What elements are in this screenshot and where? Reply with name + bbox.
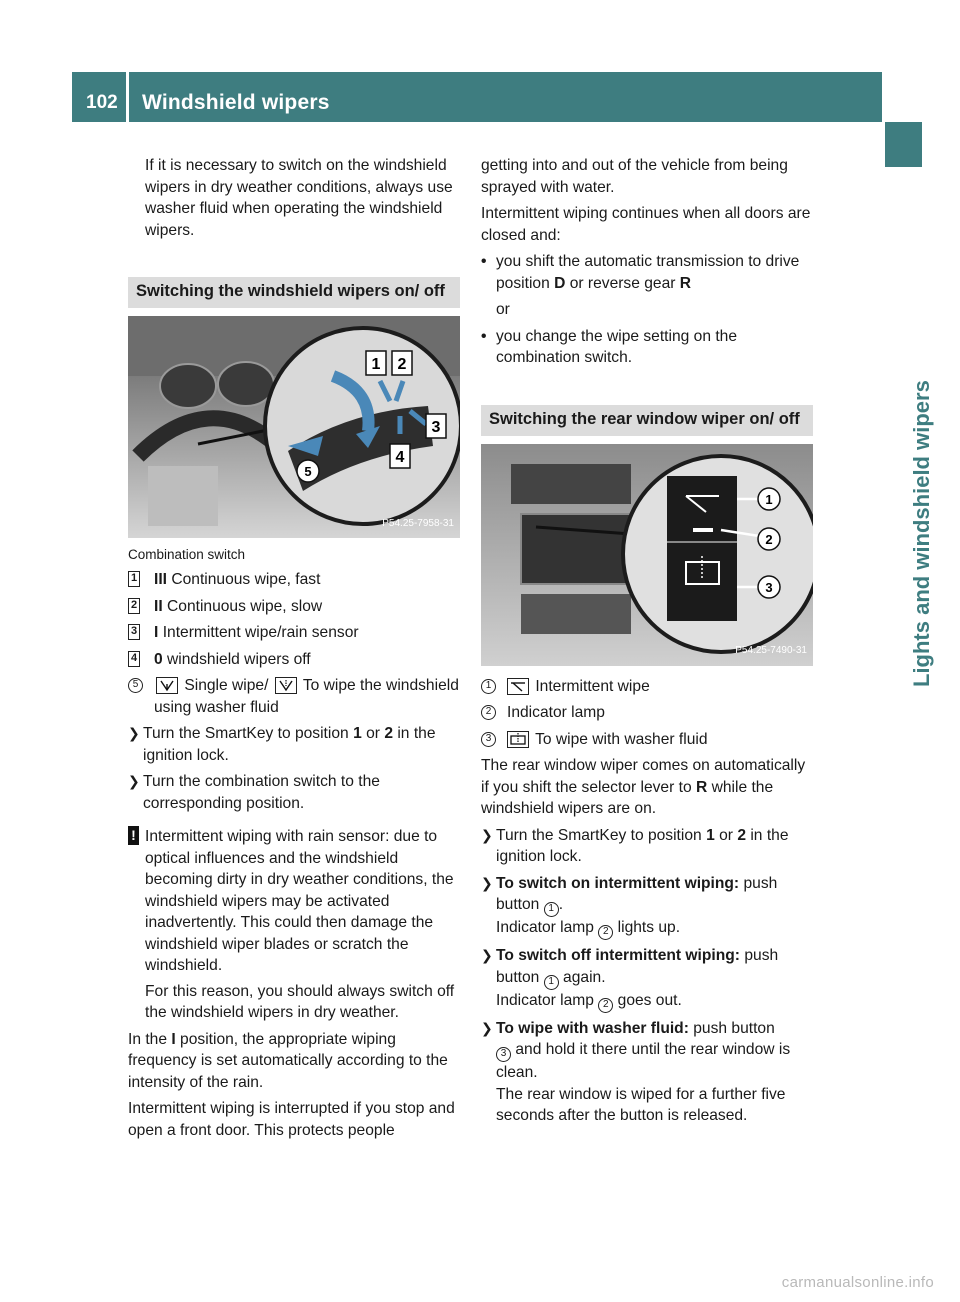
warning-note	[128, 826, 460, 1024]
instruction-step: ❯ Turn the SmartKey to position 1 or 2 in the ignition lock.	[128, 725, 436, 764]
legend-item: 4 0 windshield wipers off	[128, 649, 460, 671]
warning-text-2: For this reason, you should always switch off the windshield wipers in dry weather.	[145, 982, 455, 1021]
page-title: Windshield wipers	[142, 91, 330, 114]
doors-paragraph: Intermittent wiping continues when all doors are closed and:	[481, 205, 811, 244]
combination-switch-figure	[128, 316, 460, 538]
left-column	[128, 155, 460, 1146]
page-header	[72, 72, 882, 122]
svg-text:1: 1	[765, 491, 773, 507]
figure-code: P54.25-7490-31	[735, 645, 807, 656]
step-arrow-icon: ❯	[128, 725, 140, 741]
reverse-paragraph: The rear window wiper comes on automatically if you shift the selector lever to R while the windshield wipers are on.	[481, 757, 806, 817]
svg-text:4: 4	[395, 449, 405, 466]
washer-fluid-icon	[275, 677, 297, 694]
right-column	[481, 155, 813, 1132]
single-wipe-icon	[156, 677, 178, 694]
svg-text:2: 2	[397, 356, 407, 373]
instruction-step: ❯ Turn the SmartKey to position 1 or 2 in the ignition lock.	[481, 826, 789, 865]
interrupt-paragraph: Intermittent wiping is interrupted if you stop and open a front door. This protects people	[128, 1100, 455, 1139]
rear-wiper-illustration	[481, 444, 813, 666]
section-heading-rear-wiper: Switching the rear window wiper on/ off	[481, 405, 813, 436]
or-text: or	[496, 301, 510, 318]
legend-item: 3 I Intermittent wipe/rain sensor	[128, 622, 460, 644]
step-arrow-icon: ❯	[128, 773, 140, 789]
svg-text:1: 1	[371, 356, 381, 373]
legend-item: 2 II Continuous wipe, slow	[128, 596, 460, 618]
legend-item: 1 III Continuous wipe, fast	[128, 569, 460, 591]
instruction-step: ❯ Turn the combination switch to the corresponding position.	[128, 773, 380, 812]
legend-item: 2 Indicator lamp	[481, 702, 813, 724]
step-arrow-icon: ❯	[481, 1019, 493, 1036]
bullet-item: • you shift the automatic transmission to drive position D or reverse gear R	[481, 253, 800, 292]
header-separator	[126, 72, 129, 122]
svg-text:2: 2	[765, 531, 773, 547]
combination-switch-illustration	[128, 316, 460, 538]
intermittent-wipe-icon	[507, 678, 529, 695]
svg-text:5: 5	[304, 464, 312, 479]
instruction-step: ❯ To switch on intermittent wiping: push button 1 . Indicator lamp 2 lights up.	[481, 873, 813, 941]
section-heading-windshield: Switching the windshield wipers on/ off	[128, 277, 460, 308]
chapter-title: Lights and windshield wipers	[909, 380, 934, 687]
watermark: carmanualsonline.info	[781, 1274, 934, 1291]
rain-sensor-paragraph: In the I position, the appropriate wiping frequency is set automatically according to the intensity of the rain.	[128, 1030, 448, 1091]
page-number: 102	[86, 92, 118, 113]
warning-icon: !	[128, 826, 139, 845]
continued-paragraph: getting into and out of the vehicle from being sprayed with water.	[481, 157, 788, 196]
chapter-side-tab	[885, 122, 934, 1302]
intro-paragraph: If it is necessary to switch on the windshield wipers in dry weather conditions, always use washer fluid when operating the windshield wipers.	[145, 157, 453, 239]
rear-washer-fluid-icon	[507, 731, 529, 748]
figure-code: P54.25-7958-31	[382, 517, 454, 529]
svg-text:3: 3	[765, 579, 773, 595]
bullet-item: • you change the wipe setting on the combination switch.	[481, 327, 738, 366]
warning-text: Intermittent wiping with rain sensor: due to optical influences and the windshield becoming dirty in dry weather conditions, the windshield wipers may be activated inadvertently. This could then damage the windshield wiper blades or scratch the windshield.	[145, 828, 454, 974]
step-arrow-icon: ❯	[481, 947, 493, 963]
rear-wiper-figure	[481, 444, 813, 666]
legend-item: 3 To wipe with washer fluid	[481, 729, 813, 751]
instruction-step: ❯ To wipe with washer fluid: push button 3 and hold it there until the rear window is clean. The rear window is wiped for a further five seconds after the button is released.	[481, 1019, 791, 1124]
figure-caption: Combination switch	[128, 547, 246, 562]
svg-text:3: 3	[431, 419, 441, 436]
step-arrow-icon: ❯	[481, 874, 493, 891]
step-arrow-icon: ❯	[481, 826, 493, 843]
legend-item: 5 Single wipe/ To wipe the windshield using washer fluid	[128, 675, 460, 718]
legend-item: 1 Intermittent wipe	[481, 676, 813, 698]
instruction-step: ❯ To switch off intermittent wiping: push button 1 again. Indicator lamp 2 goes out.	[481, 945, 813, 1013]
